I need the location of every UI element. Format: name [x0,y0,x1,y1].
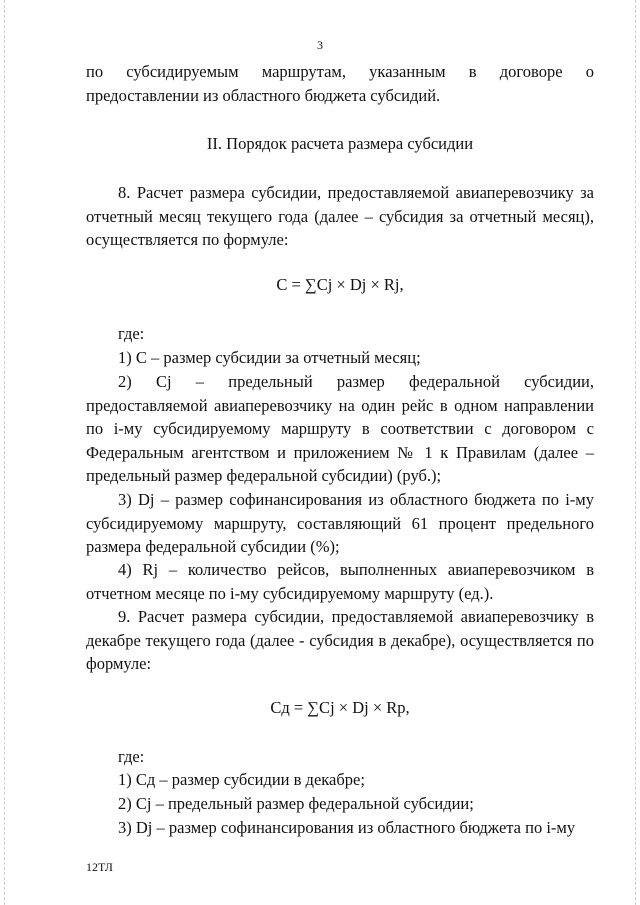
definition-dj-2: 3) Dj – размер софинансирования из областного бюджета по i-му [118,818,576,837]
formula-2: Сд = ∑Cj × Dj × Rp, [270,698,410,717]
footer-code: 12ТЛ [86,860,113,874]
definition-cj-2: 2) Cj – предельный размер федеральной субсидии; [118,794,474,813]
where-label-2: где: [118,747,145,766]
intro-paragraph: по субсидируемым маршрутам, указанным в договоре о предоставлении из областного бюджета субсидий. [86,62,594,105]
definition-c: 1) С – размер субсидии за отчетный месяц; [118,348,421,367]
page-edge-left [4,0,5,905]
page-edge-right [635,0,636,905]
section-heading: II. Порядок расчета размера субсидии [206,134,474,153]
definition-dj: 3) Dj – размер софинансирования из областного бюджета по i-му субсидируемому маршруту, составляющий 61 процент предельного размера федеральной субсидии (%); [86,490,594,556]
formula-1: С = ∑Cj × Dj × Rj, [276,275,404,294]
paragraph-9: 9. Расчет размера субсидии, предоставляемой авиаперевозчику в декабре текущего года (далее - субсидия в декабре), осуществляется по формуле: [86,607,594,673]
definition-rj: 4) Rj – количество рейсов, выполненных авиаперевозчиком в отчетном месяце по i-му субсидируемому маршруту (ед.). [86,560,594,603]
where-label-1: где: [118,324,145,343]
definition-cj: 2) Cj – предельный размер федеральной субсидии, предоставляемой авиаперевозчику на один рейс в одном направлении по i-му субсидируемому маршруту в соответствии с договором с Федеральным агентством и приложением № 1 к Правилам (далее – предельный размер федеральной субсидии) (руб.); [86,372,594,485]
page-number: 3 [317,38,323,52]
paragraph-8: 8. Расчет размера субсидии, предоставляемой авиаперевозчику за отчетный месяц текущего года (далее – субсидия за отчетный месяц), осуществляется по формуле: [86,183,594,249]
definition-sd: 1) Сд – размер субсидии в декабре; [118,770,365,789]
